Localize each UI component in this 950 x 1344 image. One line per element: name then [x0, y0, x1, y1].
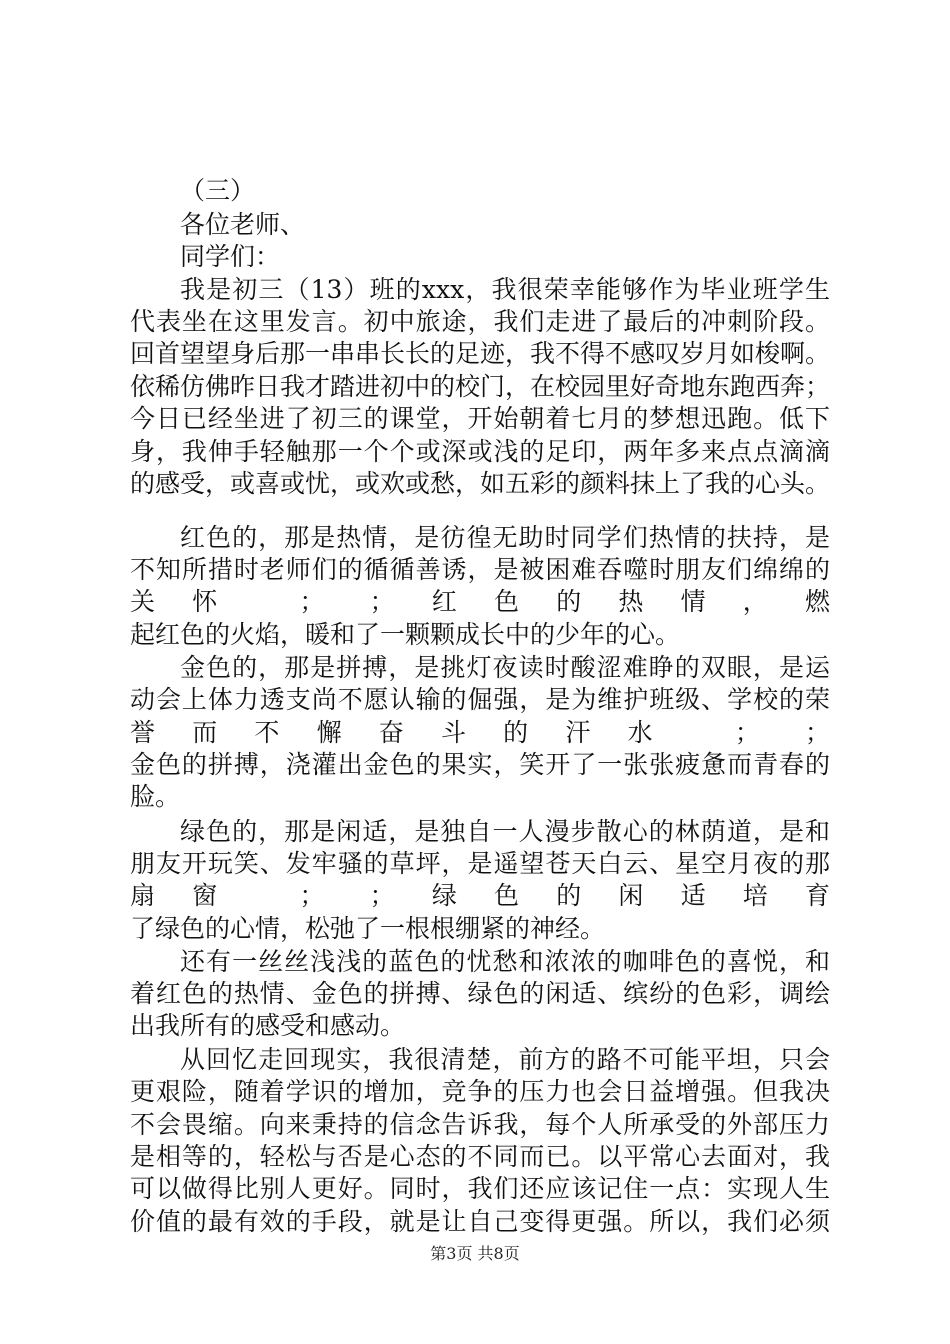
- paragraph-line: 今日已经坐进了初三的课堂，开始朝着七月的梦想迅跑。低下: [130, 404, 830, 433]
- paragraph-line: 起红色的火焰，暖和了一颗颗成长中的少年的心。: [130, 620, 681, 649]
- paragraph-line: 金色的拼搏，浇灌出金色的果实，笑开了一张张疲惫而青春的: [130, 750, 830, 779]
- paragraph-line: 可以做得比别人更好。同时，我们还应该记住一点：实现人生: [130, 1174, 830, 1203]
- paragraph-line: 红色的，那是热情，是彷徨无助时同学们热情的扶持，是: [180, 523, 830, 552]
- paragraph-line: 从回忆走回现实，我很清楚，前方的路不可能平坦，只会: [180, 1045, 830, 1074]
- page-number-footer: 第3页 共8页: [430, 1244, 520, 1263]
- paragraph-line: 是相等的，轻松与否是心态的不同而已。以平常心去面对，我: [130, 1142, 830, 1171]
- paragraph-line: 着红色的热情、金色的拼搏、绿色的闲适、缤纷的色彩，调绘: [130, 979, 830, 1008]
- paragraph-line: 关怀 ； ；红色的热情，燃: [130, 587, 830, 616]
- paragraph-line: 价值的最有效的手段，就是让自己变得更强。所以，我们必须: [130, 1207, 830, 1236]
- paragraph-line: 金色的，那是拼搏，是挑灯夜读时酸涩难睁的双眼，是运: [180, 653, 830, 682]
- paragraph-line: 依稀仿佛昨日我才踏进初中的校门，在校园里好奇地东跑西奔；: [130, 372, 830, 401]
- paragraph-line: 扇窗 ； ；绿色的闲适培育: [130, 881, 830, 910]
- paragraph-line: 代表坐在这里发言。初中旅途，我们走进了最后的冲刺阶段。: [130, 307, 830, 336]
- paragraph-line: 还有一丝丝浅浅的蓝色的忧愁和浓浓的咖啡色的喜悦，和: [180, 947, 830, 976]
- paragraph-line: 不会畏缩。向来秉持的信念告诉我，每个人所承受的外部压力: [130, 1110, 830, 1139]
- paragraph-line: 出我所有的感受和感动。: [130, 1011, 406, 1040]
- section-heading: （三）: [180, 176, 256, 205]
- paragraph-line: 脸。: [130, 782, 181, 811]
- salutation-students: 同学们：: [180, 242, 281, 271]
- paragraph-line: 不知所措时老师们的循循善诱，是被困难吞噬时朋友们绵绵的: [130, 555, 830, 584]
- paragraph-line: 誉而不懈奋斗的汗水 ； ；: [130, 718, 830, 747]
- paragraph-line: 身，我伸手轻触那一个个或深或浅的足印，两年多来点点滴滴: [130, 437, 830, 466]
- paragraph-line: 更艰险，随着学识的增加，竞争的压力也会日益增强。但我决: [130, 1077, 830, 1106]
- paragraph-line: 回首望望身后那一串串长长的足迹，我不得不感叹岁月如梭啊。: [130, 339, 830, 368]
- paragraph-line: 我是初三（13）班的xxx，我很荣幸能够作为毕业班学生: [180, 275, 830, 304]
- paragraph-line: 动会上体力透支尚不愿认输的倔强，是为维护班级、学校的荣: [130, 685, 830, 714]
- paragraph-line: 了绿色的心情，松弛了一根根绷紧的神经。: [130, 914, 606, 943]
- paragraph-line: 朋友开玩笑、发牢骚的草坪，是遥望苍天白云、星空月夜的那: [130, 849, 830, 878]
- paragraph-line: 绿色的，那是闲适，是独自一人漫步散心的林荫道，是和: [180, 817, 830, 846]
- paragraph-line: 的感受，或喜或忧，或欢或愁，如五彩的颜料抹上了我的心头。: [130, 469, 830, 498]
- salutation-teachers: 各位老师、: [180, 210, 306, 239]
